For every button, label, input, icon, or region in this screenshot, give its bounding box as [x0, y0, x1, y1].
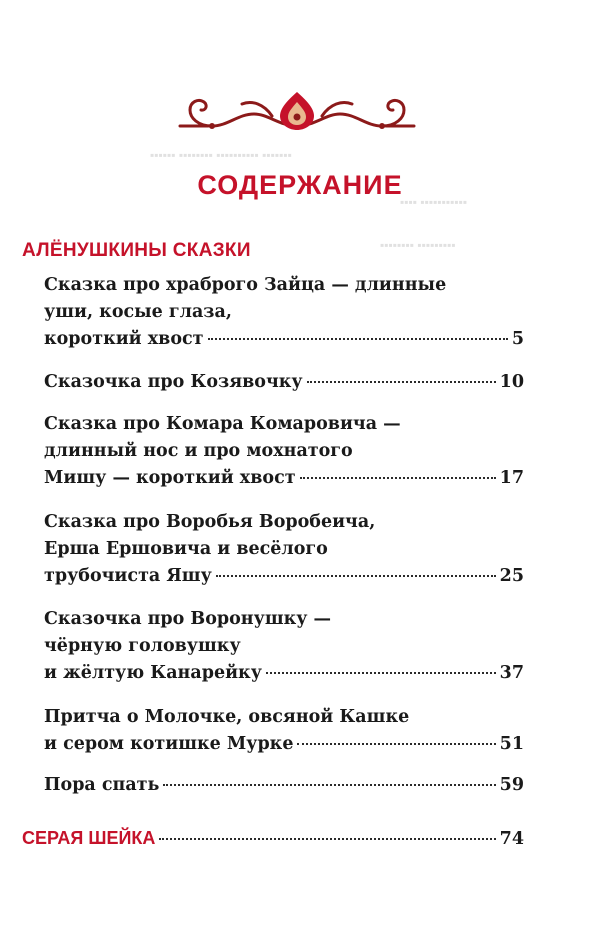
show-through-decoration: ▪▪▪▪▪▪ ▪▪▪▪▪▪▪▪ ▪▪▪▪▪▪▪▪▪▪ ▪▪▪▪▪▪▪	[150, 148, 292, 162]
entry-line: Мишу — короткий хвост	[44, 468, 296, 488]
page-number: 10	[499, 372, 524, 392]
page-number: 25	[499, 566, 524, 586]
entry-line: Сказка про Воробья Воробеича,	[44, 512, 376, 532]
toc-entry[interactable]	[44, 369, 524, 396]
toc-entry[interactable]	[44, 606, 524, 687]
toc-entry[interactable]	[44, 772, 524, 799]
show-through-decoration: ▪▪▪▪ ▪▪▪▪▪▪▪▪▪▪▪	[400, 195, 468, 209]
entry-last-line	[44, 465, 524, 492]
dot-leader	[297, 743, 495, 745]
entry-line: Сказочка про Козявочку	[44, 372, 303, 392]
dot-leader	[300, 477, 496, 479]
page-number: 59	[499, 775, 524, 795]
entry-last-line	[44, 563, 524, 590]
page-number: 51	[499, 734, 524, 754]
entry-line: короткий хвост	[44, 329, 204, 349]
entry-last-line	[44, 660, 524, 687]
entry-line: Пора спать	[44, 775, 160, 795]
entry-last-line	[44, 772, 524, 799]
entry-line: Сказочка про Воронушку —	[44, 609, 332, 629]
toc-entry[interactable]	[44, 509, 524, 590]
section-heading: СЕРАЯ ШЕЙКА	[22, 828, 156, 848]
entry-last-line	[44, 731, 524, 758]
page-number: 5	[511, 329, 524, 349]
page-number: 17	[499, 468, 524, 488]
page-number: 37	[499, 663, 524, 683]
entry-line: Сказка про Комара Комаровича —	[44, 414, 401, 434]
toc-section-entry[interactable]	[22, 828, 524, 849]
entry-line: и жёлтую Канарейку	[44, 663, 262, 683]
dot-leader	[208, 338, 508, 340]
entry-line: Ерша Ершовича и весёлого	[44, 539, 328, 559]
dot-leader	[216, 575, 496, 577]
entry-last-line	[44, 326, 524, 353]
entry-last-line	[44, 369, 524, 396]
ornament-icon	[168, 86, 426, 138]
entry-line: и сером котишке Мурке	[44, 734, 294, 754]
entry-line: Притча о Молочке, овсяной Кашке	[44, 707, 410, 727]
entry-line: Сказка про храброго Зайца — длинные	[44, 275, 447, 295]
toc-entry[interactable]	[44, 411, 524, 492]
show-through-decoration: ▪▪▪▪▪▪▪▪ ▪▪▪▪▪▪▪▪▪	[380, 238, 456, 252]
page-title: СОДЕРЖАНИЕ	[197, 170, 403, 200]
section-heading: АЛЁНУШКИНЫ СКАЗКИ	[22, 240, 251, 261]
entry-line: чёрную головушку	[44, 636, 241, 656]
dot-leader	[159, 838, 495, 840]
entry-line: уши, косые глаза,	[44, 302, 232, 322]
dot-leader	[266, 672, 496, 674]
dot-leader	[163, 784, 495, 786]
entry-line: длинный нос и про мохнатого	[44, 441, 353, 461]
page-number: 74	[499, 829, 524, 849]
toc-entry[interactable]	[44, 272, 524, 353]
dot-leader	[307, 381, 496, 383]
entry-line: трубочиста Яшу	[44, 566, 212, 586]
toc-entry[interactable]	[44, 704, 524, 758]
